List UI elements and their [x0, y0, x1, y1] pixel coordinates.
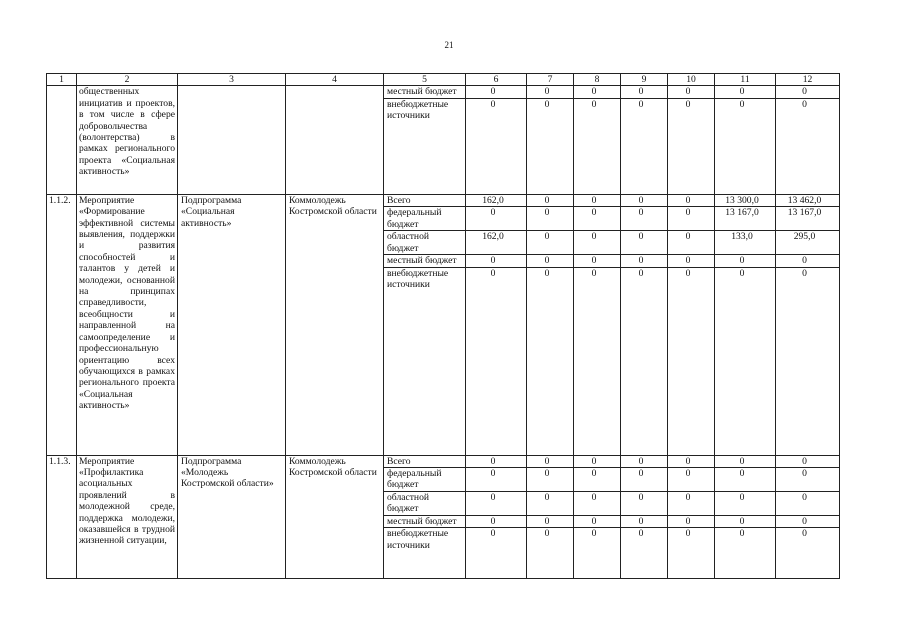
column-header: 9 [621, 74, 668, 86]
amount-cell: 0 [621, 455, 668, 467]
executor-cell: Коммолодежь Костромской области [286, 194, 384, 455]
funding-source: областной бюджет [384, 492, 466, 516]
amount-cell: 0 [621, 255, 668, 267]
amount-cell: 0 [527, 492, 574, 516]
amount-cell: 295,0 [776, 231, 840, 255]
header-row [47, 74, 840, 86]
amount-cell: 13 167,0 [776, 207, 840, 231]
amount-cell: 0 [466, 468, 527, 492]
amount-cell: 0 [527, 98, 574, 194]
page-number: 21 [444, 40, 454, 50]
amount-cell: 0 [466, 255, 527, 267]
amount-cell: 0 [668, 492, 715, 516]
amount-cell: 0 [621, 267, 668, 455]
amount-cell: 162,0 [466, 194, 527, 206]
amount-cell: 162,0 [466, 231, 527, 255]
amount-cell: 0 [776, 455, 840, 467]
funding-source: федеральный бюджет [384, 468, 466, 492]
column-header: 1 [47, 74, 77, 86]
row-number: 1.1.2. [47, 194, 77, 455]
amount-cell: 0 [668, 86, 715, 98]
column-header: 2 [77, 74, 178, 86]
amount-cell: 0 [776, 255, 840, 267]
amount-cell: 0 [574, 267, 621, 455]
amount-cell: 0 [621, 231, 668, 255]
amount-cell: 0 [574, 528, 621, 579]
amount-cell: 0 [776, 86, 840, 98]
column-header: 4 [286, 74, 384, 86]
amount-cell: 0 [574, 468, 621, 492]
amount-cell: 13 167,0 [715, 207, 776, 231]
amount-cell: 0 [466, 267, 527, 455]
amount-cell: 0 [668, 516, 715, 528]
amount-cell: 0 [527, 455, 574, 467]
amount-cell: 0 [668, 455, 715, 467]
amount-cell: 13 300,0 [715, 194, 776, 206]
amount-cell: 0 [466, 516, 527, 528]
amount-cell: 0 [715, 255, 776, 267]
amount-cell: 0 [466, 492, 527, 516]
funding-source: внебюджетные источники [384, 528, 466, 579]
amount-cell: 0 [776, 468, 840, 492]
column-header: 6 [466, 74, 527, 86]
executor-cell [286, 86, 384, 194]
amount-cell: 0 [621, 98, 668, 194]
amount-cell: 0 [621, 516, 668, 528]
amount-cell: 0 [527, 267, 574, 455]
row-number [47, 86, 77, 194]
amount-cell: 0 [527, 231, 574, 255]
amount-cell: 0 [466, 86, 527, 98]
amount-cell: 0 [668, 255, 715, 267]
column-header: 12 [776, 74, 840, 86]
amount-cell: 0 [574, 231, 621, 255]
amount-cell: 0 [574, 194, 621, 206]
amount-cell: 0 [621, 194, 668, 206]
executor-cell: Коммолодежь Костромской области [286, 455, 384, 579]
funding-source: Всего [384, 194, 466, 206]
amount-cell: 0 [668, 207, 715, 231]
amount-cell: 0 [527, 86, 574, 98]
amount-cell: 0 [776, 267, 840, 455]
column-header: 10 [668, 74, 715, 86]
amount-cell: 0 [715, 267, 776, 455]
amount-cell: 0 [715, 98, 776, 194]
table-row [47, 86, 840, 98]
column-header: 11 [715, 74, 776, 86]
amount-cell: 0 [668, 231, 715, 255]
amount-cell: 0 [527, 207, 574, 231]
amount-cell: 0 [466, 528, 527, 579]
amount-cell: 0 [466, 207, 527, 231]
funding-source: местный бюджет [384, 255, 466, 267]
amount-cell: 0 [776, 516, 840, 528]
amount-cell: 0 [668, 98, 715, 194]
amount-cell: 0 [574, 455, 621, 467]
amount-cell: 0 [668, 267, 715, 455]
amount-cell: 0 [574, 516, 621, 528]
amount-cell: 0 [715, 528, 776, 579]
amount-cell: 0 [776, 528, 840, 579]
amount-cell: 0 [574, 98, 621, 194]
amount-cell: 0 [621, 528, 668, 579]
amount-cell: 0 [574, 255, 621, 267]
table-body [47, 86, 840, 579]
amount-cell: 0 [776, 492, 840, 516]
amount-cell: 0 [527, 516, 574, 528]
column-header: 8 [574, 74, 621, 86]
measure-description: Мероприятие «Профилактика асоциальных проявлений в молодежной среде, поддержка молодежи, оказавшейся в трудной жизненной ситуации, [77, 455, 178, 579]
funding-source: местный бюджет [384, 86, 466, 98]
column-header: 3 [178, 74, 286, 86]
amount-cell: 0 [466, 455, 527, 467]
amount-cell: 0 [776, 98, 840, 194]
amount-cell: 0 [668, 468, 715, 492]
amount-cell: 0 [527, 528, 574, 579]
table-row [47, 194, 840, 206]
amount-cell: 133,0 [715, 231, 776, 255]
amount-cell: 0 [621, 207, 668, 231]
column-header: 7 [527, 74, 574, 86]
amount-cell: 0 [715, 516, 776, 528]
funding-source: федеральный бюджет [384, 207, 466, 231]
amount-cell: 0 [621, 86, 668, 98]
amount-cell: 0 [715, 492, 776, 516]
amount-cell: 0 [527, 255, 574, 267]
funding-table [46, 73, 840, 579]
amount-cell: 0 [574, 492, 621, 516]
amount-cell: 0 [466, 98, 527, 194]
program-cell: Подпрограмма «Молодежь Костромской области» [178, 455, 286, 579]
funding-source: местный бюджет [384, 516, 466, 528]
amount-cell: 0 [715, 455, 776, 467]
funding-source: внебюджетные источники [384, 267, 466, 455]
row-number: 1.1.3. [47, 455, 77, 579]
measure-description: общественных инициатив и проектов, в том числе в сфере добровольчества (волонтерства) в рамках регионального проекта «Социальная активность» [77, 86, 178, 194]
amount-cell: 0 [574, 86, 621, 98]
amount-cell: 0 [715, 468, 776, 492]
program-cell: Подпрограмма «Социальная активность» [178, 194, 286, 455]
amount-cell: 0 [668, 194, 715, 206]
amount-cell: 0 [574, 207, 621, 231]
measure-description: Мероприятие «Формирование эффективной системы выявления, поддержки и развития способностей и талантов у детей и молодежи, основанной на принципах справедливости, всеобщности и направленной на самоопределение и профессиональную ориентацию всех обучающихся в рамках регионального проекта «Социальная активность» [77, 194, 178, 455]
amount-cell: 0 [527, 468, 574, 492]
funding-source: областной бюджет [384, 231, 466, 255]
funding-source: внебюджетные источники [384, 98, 466, 194]
funding-source: Всего [384, 455, 466, 467]
program-cell [178, 86, 286, 194]
amount-cell: 0 [668, 528, 715, 579]
amount-cell: 0 [527, 194, 574, 206]
amount-cell: 0 [621, 492, 668, 516]
amount-cell: 0 [715, 86, 776, 98]
amount-cell: 0 [621, 468, 668, 492]
column-header: 5 [384, 74, 466, 86]
amount-cell: 13 462,0 [776, 194, 840, 206]
table-row [47, 455, 840, 467]
